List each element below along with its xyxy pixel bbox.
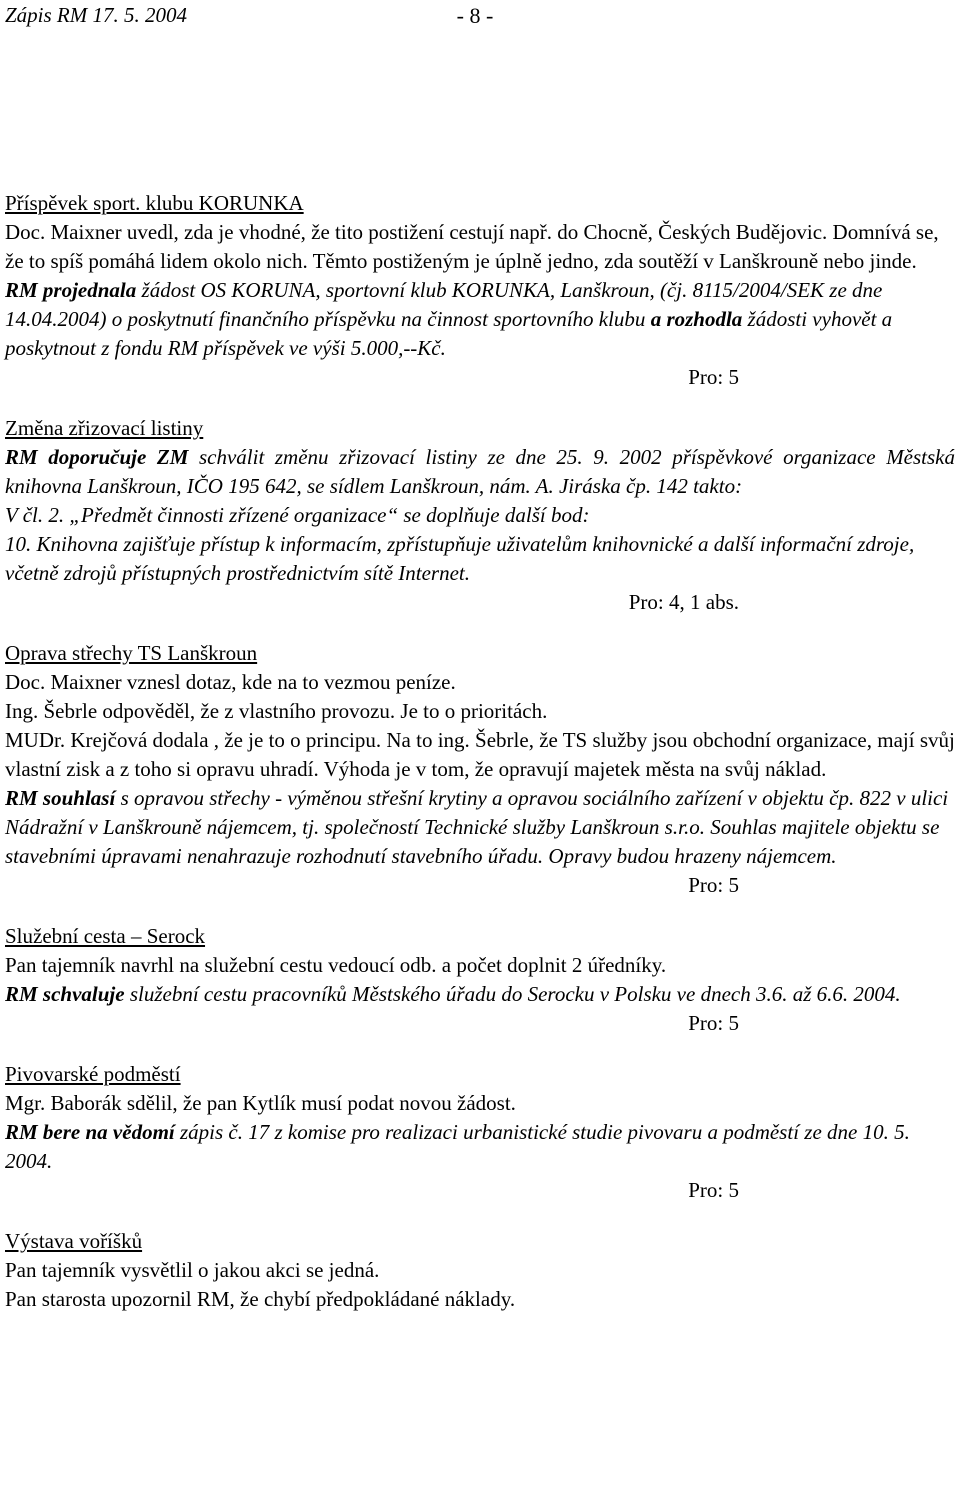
discussion-paragraph: Mgr. Baborák sdělil, že pan Kytlík musí podat novou žádost.	[5, 1091, 516, 1115]
vote-result: Pro: 5	[688, 873, 739, 897]
spacer	[5, 900, 955, 922]
section-title-vystava: Výstava voříšků	[5, 1229, 143, 1253]
resolution-verb: RM schvaluje	[5, 982, 125, 1006]
resolution-verb: RM bere na vědomí	[5, 1120, 175, 1144]
resolution-paragraph: RM schvaluje služební cestu pracovníků Městského úřadu do Serocku v Polsku ve dnech 3.6. až 6.6. 2004.	[5, 982, 901, 1006]
section-zrizovaci-listina	[5, 414, 955, 617]
discussion-paragraph: Ing. Šebrle odpověděl, že z vlastního provozu. Je to o prioritách.	[5, 699, 548, 723]
section-title-zrizovaci: Změna zřizovací listiny	[5, 416, 204, 440]
discussion-paragraph: Pan starosta upozornil RM, že chybí předpokládané náklady.	[5, 1287, 516, 1311]
vote-result: Pro: 5	[688, 1178, 739, 1202]
header-title: Zápis RM 17. 5. 2004	[5, 3, 188, 27]
spacer	[5, 1205, 955, 1227]
vote-result: Pro: 4, 1 abs.	[628, 590, 739, 614]
section-korunka	[5, 189, 955, 392]
section-title-pivovarske: Pivovarské podměstí	[5, 1062, 181, 1086]
discussion-paragraph: Doc. Maixner vznesl dotaz, kde na to vezmou peníze.	[5, 670, 456, 694]
spacer	[5, 617, 955, 639]
vote-result: Pro: 5	[688, 365, 739, 389]
section-title-cesta: Služební cesta – Serock	[5, 924, 206, 948]
resolution-paragraph: V čl. 2. „Předmět činnosti zřízené organizace“ se doplňuje další bod:	[5, 503, 590, 527]
section-sluzebni-cesta	[5, 922, 955, 1038]
resolution-verb: RM doporučuje ZM	[5, 445, 189, 469]
spacer	[5, 392, 955, 414]
resolution-paragraph: 10. Knihovna zajišťuje přístup k informacím, zpřístupňuje uživatelům knihovnické a další informační zdroje, včetně zdrojů přístupných prostřednictvím sítě Internet.	[5, 532, 915, 585]
section-strecha-ts	[5, 639, 955, 900]
discussion-paragraph: Pan tajemník navrhl na služební cestu vedoucí odb. a počet doplnit 2 úředníky.	[5, 953, 667, 977]
discussion-paragraph: Pan tajemník vysvětlil o jakou akci se jedná.	[5, 1258, 380, 1282]
page-header	[5, 3, 945, 31]
resolution-verb: RM souhlasí	[5, 786, 116, 810]
section-title-korunka: Příspěvek sport. klubu KORUNKA	[5, 191, 304, 215]
resolution-verb: a rozhodla	[650, 307, 743, 331]
resolution-paragraph: RM projednala žádost OS KORUNA, sportovní klub KORUNKA, Lanškroun, (čj. 8115/2004/SEK ze dne 14.04.2004) o poskytnutí finančního příspěvku na činnost sportovního klubu a rozhodla žádosti vyhovět a poskytnout z fondu RM příspěvek ve výši 5.000,--Kč.	[5, 278, 893, 360]
discussion-paragraph: Doc. Maixner uvedl, zda je vhodné, že tito postižení cestují např. do Chocně, Českých Budějovic. Domnívá se, že to spíš pomáhá lidem okolo nich. Těmto postiženým je úplně jedno, zda soutěží v Lanškrouně nebo jinde.	[5, 220, 939, 273]
section-vystava	[5, 1227, 955, 1314]
document-body	[5, 189, 955, 1314]
page-number: - 8 -	[456, 3, 494, 28]
spacer	[5, 1038, 955, 1060]
resolution-paragraph: RM bere na vědomí zápis č. 17 z komise pro realizaci urbanistické studie pivovaru a podměstí ze dne 10. 5. 2004.	[5, 1120, 910, 1173]
section-title-strecha: Oprava střechy TS Lanškroun	[5, 641, 258, 665]
resolution-paragraph: RM souhlasí s opravou střechy - výměnou střešní krytiny a opravou sociálního zařízení v objektu čp. 822 v ulici Nádražní v Lanškrouně nájemcem, tj. společností Technické služby Lanškroun s.r.o. Souhlas majitele objektu se stavebními úpravami nenahrazuje rozhodnutí stavebního úřadu. Opravy budou hrazeny nájemcem.	[5, 786, 949, 868]
discussion-paragraph: MUDr. Krejčová dodala , že je to o principu. Na to ing. Šebrle, že TS služby jsou obchodní organizace, mají svůj vlastní zisk a z toho si opravu uhradí. Výhoda je v tom, že opravují majetek města na svůj náklad.	[5, 728, 955, 781]
vote-result: Pro: 5	[688, 1011, 739, 1035]
section-pivovarske	[5, 1060, 955, 1205]
resolution-verb: RM projednala	[5, 278, 137, 302]
resolution-paragraph: RM doporučuje ZM schválit změnu zřizovací listiny ze dne 25. 9. 2002 příspěvkové organizace Městská knihovna Lanškroun, IČO 195 642, se sídlem Lanškroun, nám. A. Jiráska čp. 142 takto:	[5, 445, 956, 498]
